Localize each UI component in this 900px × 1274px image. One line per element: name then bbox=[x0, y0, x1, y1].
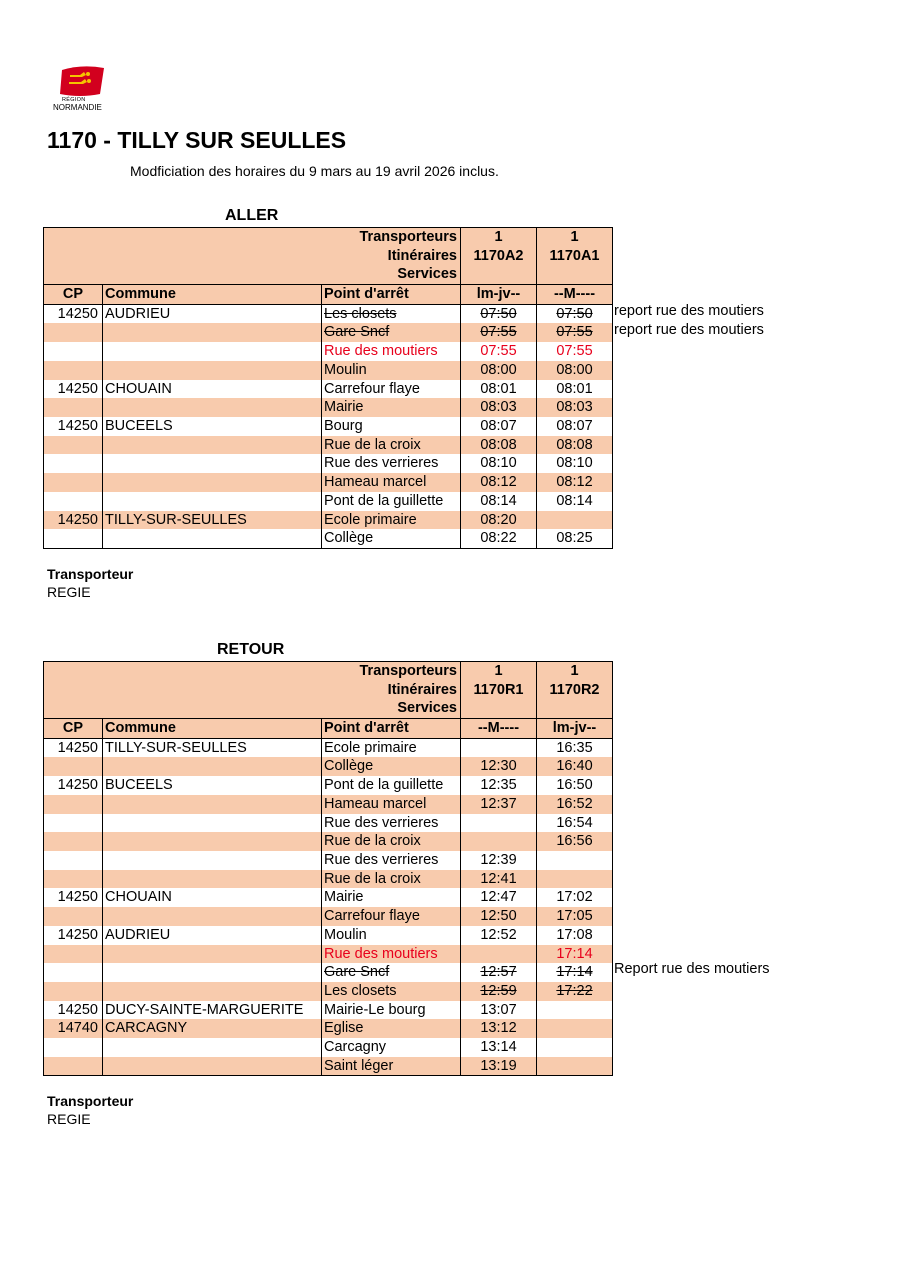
table-row bbox=[44, 1019, 613, 1038]
table-row bbox=[44, 454, 613, 473]
commune-name: TILLY-SUR-SEULLES bbox=[103, 738, 322, 757]
aller-timetable bbox=[43, 227, 613, 549]
col-header-commune: Commune bbox=[103, 719, 322, 739]
stop-name: Carcagny bbox=[322, 1038, 461, 1057]
commune-name bbox=[103, 795, 322, 814]
time-service-2: 17:02 bbox=[537, 888, 613, 907]
stop-name: Pont de la guillette bbox=[322, 492, 461, 511]
header-row bbox=[44, 228, 613, 285]
col-header-days: --M---- bbox=[461, 719, 537, 739]
time-service-2: 08:01 bbox=[537, 380, 613, 399]
col-header-stop: Point d'arrêt bbox=[322, 719, 461, 739]
stop-name: Collège bbox=[322, 757, 461, 776]
commune-name bbox=[103, 1038, 322, 1057]
time-service-2: 17:05 bbox=[537, 907, 613, 926]
cp-code bbox=[44, 832, 103, 851]
time-service-2: 08:12 bbox=[537, 473, 613, 492]
retour-carrier-value: REGIE bbox=[47, 1111, 91, 1127]
cp-code: 14250 bbox=[44, 926, 103, 945]
time-service-2: 07:55 bbox=[537, 323, 613, 342]
table-row bbox=[44, 738, 613, 757]
cp-code: 14250 bbox=[44, 380, 103, 399]
cp-code bbox=[44, 1057, 103, 1076]
time-service-1: 07:55 bbox=[461, 342, 537, 361]
time-service-1: 12:30 bbox=[461, 757, 537, 776]
time-service-2: 17:22 bbox=[537, 982, 613, 1001]
logo-normandie-text: NORMANDIE bbox=[53, 103, 102, 112]
time-service-1: 08:01 bbox=[461, 380, 537, 399]
cp-code bbox=[44, 342, 103, 361]
table-row bbox=[44, 757, 613, 776]
cp-code: 14740 bbox=[44, 1019, 103, 1038]
stop-name: Moulin bbox=[322, 361, 461, 380]
stop-name: Mairie bbox=[322, 888, 461, 907]
time-service-2: 16:35 bbox=[537, 738, 613, 757]
cp-code bbox=[44, 473, 103, 492]
time-service-2 bbox=[537, 851, 613, 870]
time-service-1: 07:50 bbox=[461, 304, 537, 323]
time-service-2: 08:08 bbox=[537, 436, 613, 455]
commune-name bbox=[103, 454, 322, 473]
row-note: report rue des moutiers bbox=[614, 321, 764, 338]
service-itineraire: 1170R2 bbox=[549, 681, 600, 698]
cp-code bbox=[44, 907, 103, 926]
retour-timetable bbox=[43, 661, 613, 1076]
cp-code bbox=[44, 945, 103, 964]
table-row bbox=[44, 529, 613, 548]
time-service-1: 12:57 bbox=[461, 963, 537, 982]
time-service-2: 16:40 bbox=[537, 757, 613, 776]
table-row bbox=[44, 342, 613, 361]
time-service-1: 13:07 bbox=[461, 1001, 537, 1020]
page-title: 1170 - TILLY SUR SEULLES bbox=[47, 127, 347, 153]
commune-name bbox=[103, 945, 322, 964]
header-row-label: Services bbox=[397, 266, 457, 283]
column-header-row bbox=[44, 719, 613, 739]
time-service-1: 08:12 bbox=[461, 473, 537, 492]
table-row bbox=[44, 814, 613, 833]
cp-code bbox=[44, 814, 103, 833]
table-row bbox=[44, 1057, 613, 1076]
time-service-2 bbox=[537, 870, 613, 889]
commune-name: TILLY-SUR-SEULLES bbox=[103, 511, 322, 530]
table-row bbox=[44, 945, 613, 964]
time-service-2 bbox=[537, 511, 613, 530]
table-row bbox=[44, 907, 613, 926]
time-service-2: 16:56 bbox=[537, 832, 613, 851]
service-itineraire: 1170A2 bbox=[473, 247, 524, 264]
stop-name: Rue des moutiers bbox=[322, 945, 461, 964]
time-service-1: 12:37 bbox=[461, 795, 537, 814]
commune-name: CHOUAIN bbox=[103, 380, 322, 399]
commune-name bbox=[103, 870, 322, 889]
stop-name: Mairie-Le bourg bbox=[322, 1001, 461, 1020]
cp-code bbox=[44, 361, 103, 380]
service-header-cell bbox=[461, 662, 537, 719]
cp-code bbox=[44, 851, 103, 870]
row-note: report rue des moutiers bbox=[614, 302, 764, 319]
table-row bbox=[44, 795, 613, 814]
header-row bbox=[44, 662, 613, 719]
col-header-days: lm-jv-- bbox=[461, 285, 537, 305]
commune-name bbox=[103, 814, 322, 833]
time-service-2: 08:14 bbox=[537, 492, 613, 511]
stop-name: Gare Sncf bbox=[322, 963, 461, 982]
header-row-label: Transporteurs bbox=[359, 663, 457, 679]
table-row bbox=[44, 926, 613, 945]
cp-code bbox=[44, 323, 103, 342]
cp-code bbox=[44, 870, 103, 889]
stop-name: Mairie bbox=[322, 398, 461, 417]
commune-name: BUCEELS bbox=[103, 417, 322, 436]
cp-code bbox=[44, 454, 103, 473]
commune-name: BUCEELS bbox=[103, 776, 322, 795]
stop-name: Rue de la croix bbox=[322, 436, 461, 455]
time-service-1: 13:19 bbox=[461, 1057, 537, 1076]
service-itineraire: 1170R1 bbox=[473, 681, 524, 698]
commune-name bbox=[103, 907, 322, 926]
service-transporteur: 1 bbox=[570, 229, 579, 245]
time-service-2: 07:55 bbox=[537, 342, 613, 361]
time-service-2: 17:14 bbox=[537, 945, 613, 964]
stop-name: Les closets bbox=[322, 304, 461, 323]
region-normandie-logo bbox=[52, 64, 116, 114]
cp-code: 14250 bbox=[44, 738, 103, 757]
table-row bbox=[44, 776, 613, 795]
stop-name: Rue des moutiers bbox=[322, 342, 461, 361]
commune-name bbox=[103, 529, 322, 548]
time-service-1: 12:50 bbox=[461, 907, 537, 926]
time-service-1 bbox=[461, 814, 537, 833]
table-row bbox=[44, 398, 613, 417]
aller-carrier-value: REGIE bbox=[47, 584, 91, 600]
stop-name: Bourg bbox=[322, 417, 461, 436]
header-row-label: Itinéraires bbox=[387, 681, 457, 698]
time-service-2: 16:50 bbox=[537, 776, 613, 795]
table-row bbox=[44, 963, 613, 982]
time-service-1 bbox=[461, 738, 537, 757]
col-header-cp: CP bbox=[44, 719, 103, 739]
stop-name: Moulin bbox=[322, 926, 461, 945]
time-service-1: 08:00 bbox=[461, 361, 537, 380]
stop-name: Ecole primaire bbox=[322, 738, 461, 757]
commune-name bbox=[103, 323, 322, 342]
header-row-label: Transporteurs bbox=[359, 229, 457, 245]
table-row bbox=[44, 511, 613, 530]
cp-code: 14250 bbox=[44, 511, 103, 530]
commune-name bbox=[103, 757, 322, 776]
commune-name bbox=[103, 361, 322, 380]
cp-code: 14250 bbox=[44, 304, 103, 323]
cp-code bbox=[44, 1038, 103, 1057]
stop-name: Gare Sncf bbox=[322, 323, 461, 342]
logo-region-text: RÉGION bbox=[62, 97, 86, 103]
stop-name: Pont de la guillette bbox=[322, 776, 461, 795]
retour-section-title: RETOUR bbox=[217, 641, 285, 658]
time-service-1: 13:14 bbox=[461, 1038, 537, 1057]
commune-name: CHOUAIN bbox=[103, 888, 322, 907]
cp-code bbox=[44, 795, 103, 814]
cp-code bbox=[44, 492, 103, 511]
col-header-days: --M---- bbox=[537, 285, 613, 305]
commune-name bbox=[103, 398, 322, 417]
service-number bbox=[539, 699, 610, 718]
table-row bbox=[44, 473, 613, 492]
commune-name bbox=[103, 963, 322, 982]
time-service-2: 17:08 bbox=[537, 926, 613, 945]
table-row bbox=[44, 380, 613, 399]
cp-code bbox=[44, 963, 103, 982]
cp-code: 14250 bbox=[44, 888, 103, 907]
time-service-2: 16:52 bbox=[537, 795, 613, 814]
time-service-1: 08:08 bbox=[461, 436, 537, 455]
commune-name bbox=[103, 436, 322, 455]
time-service-1: 08:14 bbox=[461, 492, 537, 511]
service-transporteur: 1 bbox=[494, 663, 503, 679]
stop-name: Saint léger bbox=[322, 1057, 461, 1076]
time-service-1: 12:47 bbox=[461, 888, 537, 907]
service-itineraire: 1170A1 bbox=[549, 247, 600, 264]
commune-name: AUDRIEU bbox=[103, 304, 322, 323]
stop-name: Les closets bbox=[322, 982, 461, 1001]
time-service-2: 16:54 bbox=[537, 814, 613, 833]
stop-name: Rue des verrieres bbox=[322, 814, 461, 833]
time-service-2 bbox=[537, 1057, 613, 1076]
time-service-2: 08:00 bbox=[537, 361, 613, 380]
header-row-labels bbox=[44, 662, 461, 719]
time-service-2 bbox=[537, 1001, 613, 1020]
commune-name: CARCAGNY bbox=[103, 1019, 322, 1038]
stop-name: Eglise bbox=[322, 1019, 461, 1038]
table-row bbox=[44, 982, 613, 1001]
retour-carrier-label: Transporteur bbox=[47, 1093, 134, 1109]
time-service-2: 17:14 bbox=[537, 963, 613, 982]
col-header-days: lm-jv-- bbox=[537, 719, 613, 739]
time-service-2: 08:03 bbox=[537, 398, 613, 417]
cp-code bbox=[44, 529, 103, 548]
time-service-1: 13:12 bbox=[461, 1019, 537, 1038]
cp-code bbox=[44, 436, 103, 455]
time-service-1: 12:39 bbox=[461, 851, 537, 870]
commune-name bbox=[103, 851, 322, 870]
commune-name bbox=[103, 473, 322, 492]
stop-name: Rue des verrieres bbox=[322, 851, 461, 870]
normandie-flag-icon bbox=[52, 64, 116, 98]
time-service-1: 07:55 bbox=[461, 323, 537, 342]
header-row-labels bbox=[44, 228, 461, 285]
table-row bbox=[44, 304, 613, 323]
service-transporteur: 1 bbox=[494, 229, 503, 245]
col-header-stop: Point d'arrêt bbox=[322, 285, 461, 305]
service-number bbox=[463, 699, 534, 718]
time-service-2: 08:07 bbox=[537, 417, 613, 436]
time-service-1 bbox=[461, 945, 537, 964]
row-note: Report rue des moutiers bbox=[614, 961, 770, 978]
service-header-cell bbox=[461, 228, 537, 285]
col-header-cp: CP bbox=[44, 285, 103, 305]
time-service-1: 12:52 bbox=[461, 926, 537, 945]
time-service-1 bbox=[461, 832, 537, 851]
stop-name: Carrefour flaye bbox=[322, 907, 461, 926]
cp-code bbox=[44, 982, 103, 1001]
commune-name bbox=[103, 1057, 322, 1076]
stop-name: Hameau marcel bbox=[322, 473, 461, 492]
time-service-1: 08:20 bbox=[461, 511, 537, 530]
time-service-1: 12:41 bbox=[461, 870, 537, 889]
stop-name: Collège bbox=[322, 529, 461, 548]
time-service-2 bbox=[537, 1038, 613, 1057]
table-row bbox=[44, 1001, 613, 1020]
service-header-cell bbox=[537, 228, 613, 285]
column-header-row bbox=[44, 285, 613, 305]
cp-code: 14250 bbox=[44, 776, 103, 795]
commune-name: DUCY-SAINTE-MARGUERITE bbox=[103, 1001, 322, 1020]
stop-name: Rue des verrieres bbox=[322, 454, 461, 473]
service-number bbox=[463, 265, 534, 284]
time-service-1: 08:07 bbox=[461, 417, 537, 436]
commune-name bbox=[103, 832, 322, 851]
cp-code: 14250 bbox=[44, 417, 103, 436]
time-service-2: 07:50 bbox=[537, 304, 613, 323]
time-service-1: 12:35 bbox=[461, 776, 537, 795]
cp-code bbox=[44, 398, 103, 417]
table-row bbox=[44, 492, 613, 511]
time-service-2 bbox=[537, 1019, 613, 1038]
time-service-1: 08:03 bbox=[461, 398, 537, 417]
commune-name bbox=[103, 982, 322, 1001]
table-row bbox=[44, 323, 613, 342]
table-row bbox=[44, 870, 613, 889]
header-row-label: Itinéraires bbox=[387, 247, 457, 264]
stop-name: Rue de la croix bbox=[322, 870, 461, 889]
cp-code: 14250 bbox=[44, 1001, 103, 1020]
time-service-1: 12:59 bbox=[461, 982, 537, 1001]
table-row bbox=[44, 361, 613, 380]
aller-section-title: ALLER bbox=[225, 207, 279, 224]
time-service-1: 08:22 bbox=[461, 529, 537, 548]
stop-name: Ecole primaire bbox=[322, 511, 461, 530]
time-service-2: 08:25 bbox=[537, 529, 613, 548]
aller-carrier-label: Transporteur bbox=[47, 566, 134, 582]
table-row bbox=[44, 832, 613, 851]
time-service-2: 08:10 bbox=[537, 454, 613, 473]
table-row bbox=[44, 888, 613, 907]
col-header-commune: Commune bbox=[103, 285, 322, 305]
page-subtitle: Modficiation des horaires du 9 mars au 19 avril 2026 inclus. bbox=[130, 163, 499, 179]
commune-name: AUDRIEU bbox=[103, 926, 322, 945]
header-row-label: Services bbox=[397, 700, 457, 717]
service-number bbox=[539, 265, 610, 284]
table-row bbox=[44, 1038, 613, 1057]
table-row bbox=[44, 417, 613, 436]
stop-name: Hameau marcel bbox=[322, 795, 461, 814]
stop-name: Carrefour flaye bbox=[322, 380, 461, 399]
service-header-cell bbox=[537, 662, 613, 719]
stop-name: Rue de la croix bbox=[322, 832, 461, 851]
table-row bbox=[44, 851, 613, 870]
commune-name bbox=[103, 492, 322, 511]
time-service-1: 08:10 bbox=[461, 454, 537, 473]
table-row bbox=[44, 436, 613, 455]
service-transporteur: 1 bbox=[570, 663, 579, 679]
cp-code bbox=[44, 757, 103, 776]
commune-name bbox=[103, 342, 322, 361]
